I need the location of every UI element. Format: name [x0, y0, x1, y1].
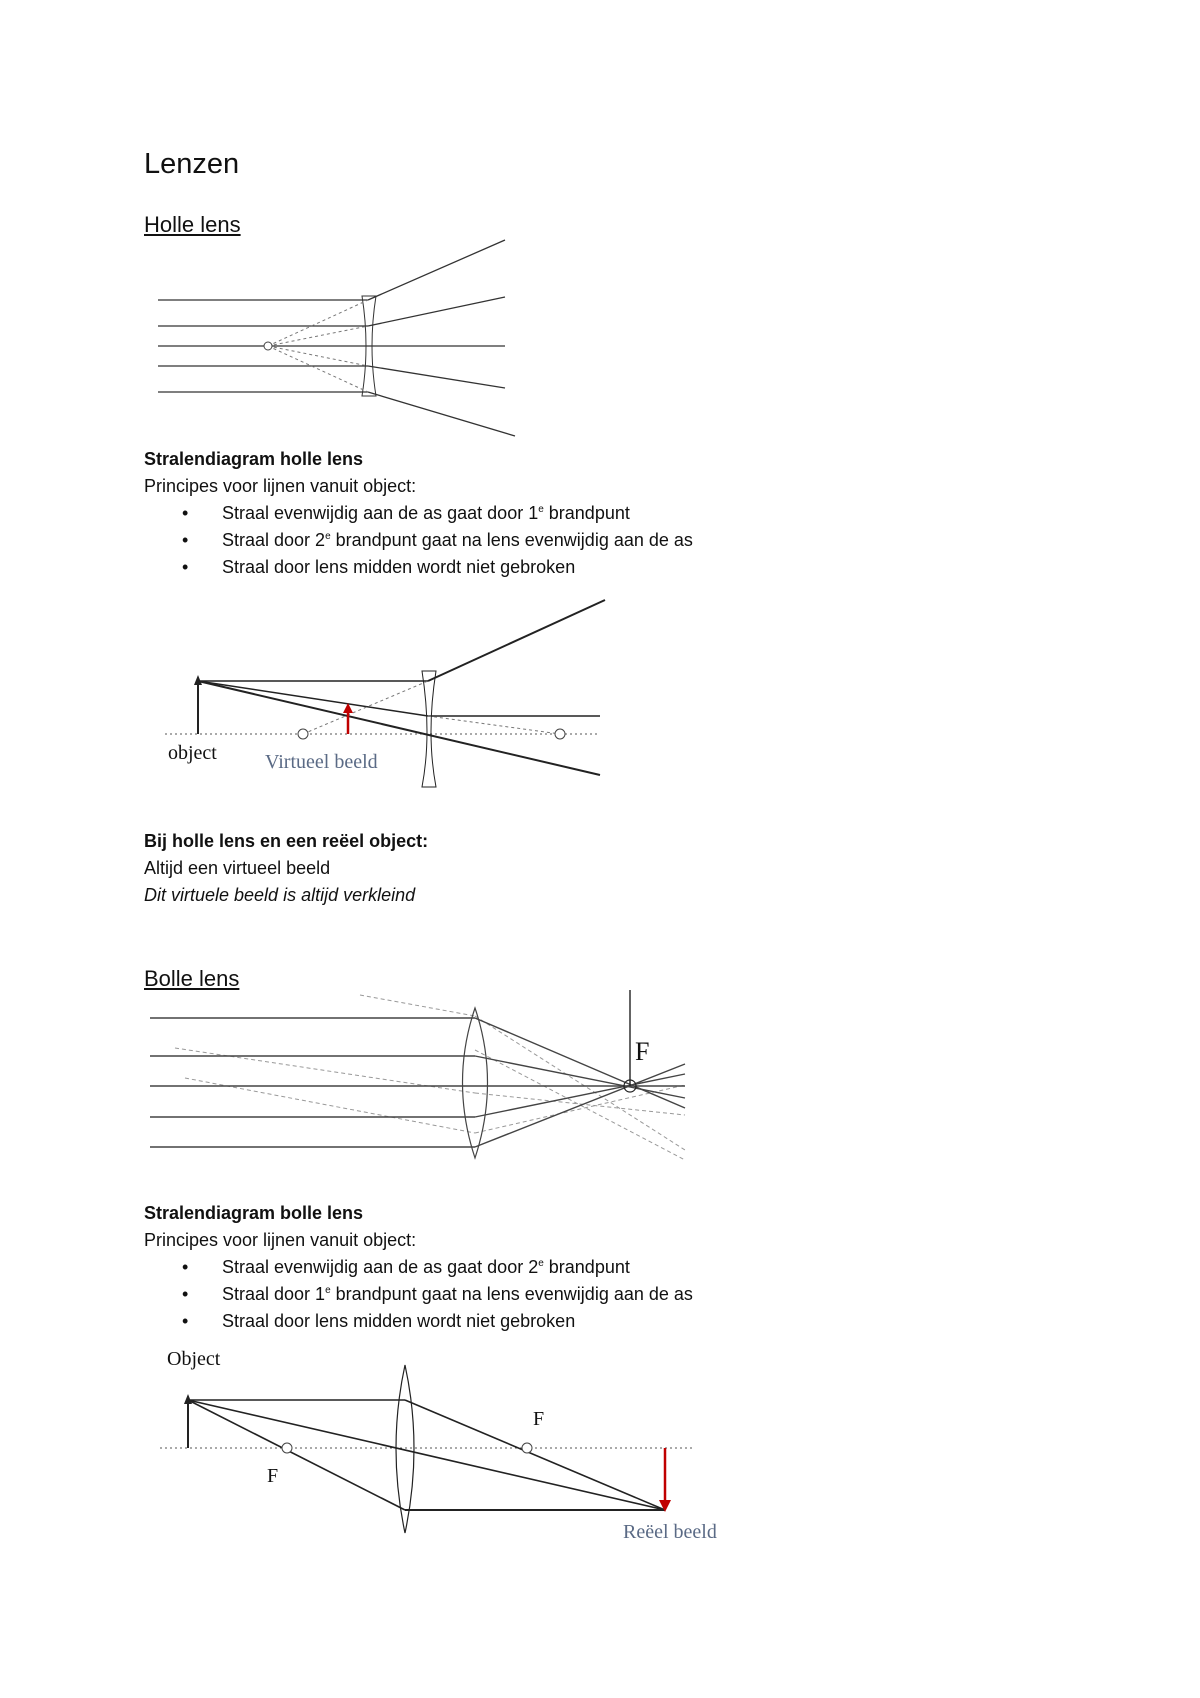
bolle-f1-label: F — [267, 1465, 279, 1487]
holle-lens-parallel-rays-diagram — [150, 236, 530, 441]
page-title: Lenzen — [144, 148, 240, 180]
list-item: • Straal evenwijdig aan de as gaat door 1e brandpunt — [182, 503, 630, 523]
list-item: • Straal door lens midden wordt niet gebroken — [182, 1311, 576, 1331]
holle-diagram-heading: Stralendiagram holle lens — [144, 449, 364, 469]
bolle-principles-list — [144, 1254, 693, 1335]
holle-principles-intro: Principes voor lijnen vanuit object: — [144, 476, 417, 496]
bolle-lens-ray-diagram — [155, 1345, 735, 1545]
bolle-diagram-heading: Stralendiagram bolle lens — [144, 1203, 364, 1223]
holle-conclusion-1: Altijd een virtueel beeld — [144, 858, 331, 878]
holle-image-label: Virtueel beeld — [265, 751, 378, 773]
bolle-object-label: Object — [167, 1348, 221, 1370]
bolle-f2-label: F — [533, 1408, 545, 1430]
list-item: • Straal door 1e brandpunt gaat na lens evenwijdig aan de as — [182, 1284, 693, 1304]
holle-conclusion-heading: Bij holle lens en een reëel object: — [144, 831, 429, 851]
bolle-lens-parallel-rays-diagram — [145, 990, 685, 1165]
bolle-lens-heading: Bolle lens — [144, 966, 240, 991]
list-item: • Straal door lens midden wordt niet gebroken — [182, 557, 576, 577]
holle-lens-heading: Holle lens — [144, 212, 241, 237]
holle-lens-ray-diagram — [160, 595, 620, 790]
bolle-image-label: Reëel beeld — [623, 1521, 717, 1543]
bolle-focus-label: F — [635, 1037, 650, 1066]
holle-principles-list — [144, 500, 693, 581]
holle-conclusion-2: Dit virtuele beeld is altijd verkleind — [144, 885, 416, 905]
holle-object-label: object — [168, 742, 217, 764]
list-item: • Straal evenwijdig aan de as gaat door 2e brandpunt — [182, 1257, 630, 1277]
list-item: • Straal door 2e brandpunt gaat na lens evenwijdig aan de as — [182, 530, 693, 550]
bolle-principles-intro: Principes voor lijnen vanuit object: — [144, 1230, 417, 1250]
